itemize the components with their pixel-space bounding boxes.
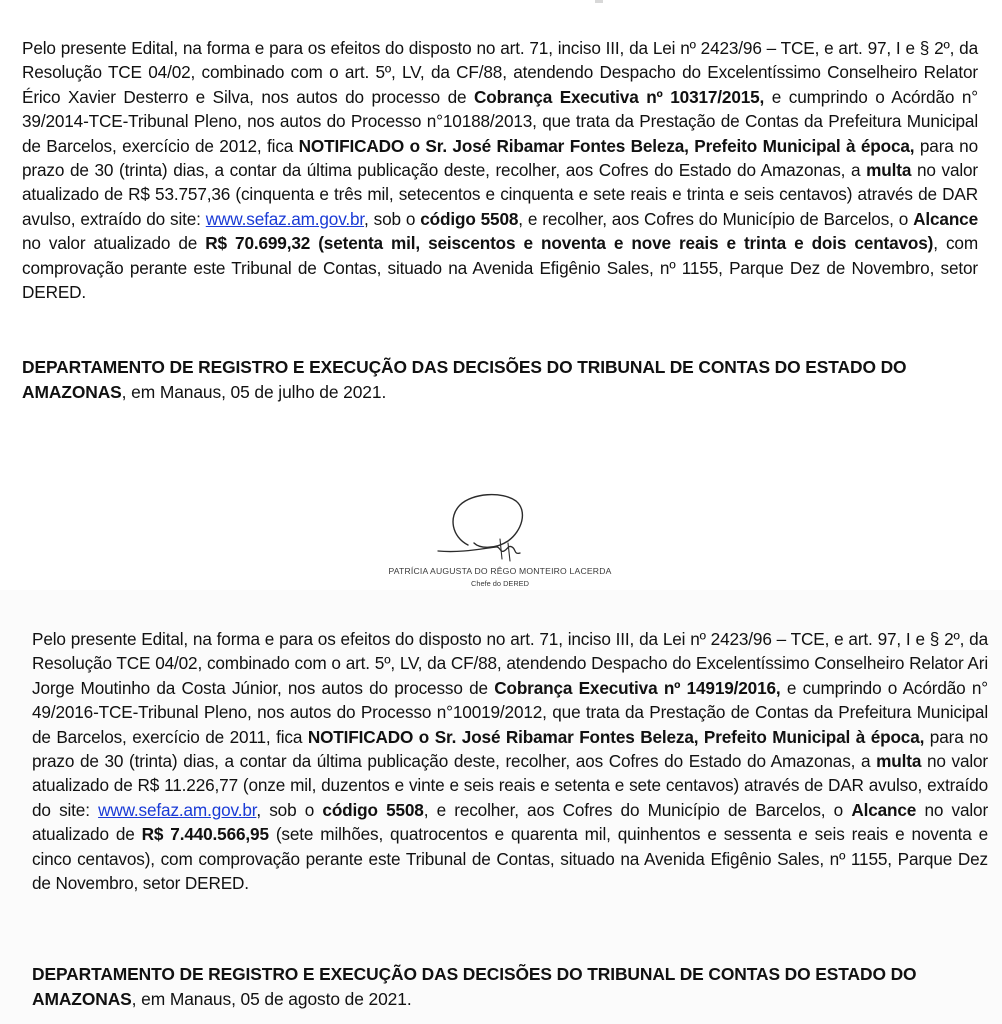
department-signoff-2 [32, 962, 992, 1012]
text-segment: no valor atualizado de [22, 233, 206, 254]
fine-label: multa [876, 751, 922, 772]
text-segment: no valor atualizado de R$ 11.226,77 (onze mil, duzentos e vinte e seis reais e setenta e sete centavos) através de DAR avulso, extraído do site: [32, 751, 988, 820]
department-name: DEPARTAMENTO DE REGISTRO E EXECUÇÃO DAS DECISÕES DO TRIBUNAL DE CONTAS DO ESTADO DO AMAZONAS [32, 964, 917, 1009]
department-signoff-1 [22, 355, 982, 405]
text-segment: no valor atualizado de R$ 53.757,36 (cinquenta e três mil, setecentos e cinquenta e sete reais e trinta e seis centavos) através de DAR avulso, extraído do site: [22, 160, 978, 229]
text-segment: para no prazo de 30 (trinta) dias, a contar da última publicação deste, recolher, aos Cofres do Estado do Amazonas, a [32, 726, 988, 772]
text-segment: , sob o [364, 208, 421, 229]
edital-paragraph-2 [32, 627, 988, 895]
process-number: Cobrança Executiva nº 14919/2016, [494, 677, 781, 698]
payment-code: código 5508 [322, 799, 424, 820]
sefaz-link[interactable]: www.sefaz.am.gov.br [98, 799, 257, 820]
signature-block [300, 487, 700, 597]
payment-code: código 5508 [420, 208, 519, 229]
text-segment: e cumprindo o Acórdão n° 39/2014-TCE-Tribunal Pleno, nos autos do Processo n°10188/2013, que trata da Prestação de Contas da Prefeitura Municipal de Barcelos, exercício de 2012, fica [22, 86, 978, 156]
alcance-amount: R$ 7.440.566,95 [141, 824, 269, 845]
page-edge-mark [595, 0, 603, 3]
signatory-role: Chefe do DERED [471, 579, 529, 588]
sefaz-link[interactable]: www.sefaz.am.gov.br [205, 208, 365, 229]
text-segment: no valor atualizado de [32, 799, 989, 845]
text-segment: , e recolher, aos Cofres do Município de Barcelos, o [423, 799, 852, 820]
notified-person: NOTIFICADO o Sr. José Ribamar Fontes Beleza, Prefeito Municipal à época, [298, 135, 915, 156]
signoff-date: , em Manaus, 05 de agosto de 2021. [131, 989, 412, 1009]
alcance-amount: R$ 70.699,32 (setenta mil, seiscentos e noventa e nove reais e trinta e dois centavos) [205, 233, 934, 254]
handwritten-signature-icon [430, 487, 550, 567]
text-segment: Pelo presente Edital, na forma e para os efeitos do disposto no art. 71, inciso III, da Lei nº 2423/96 – TCE, e art. 97, I e § 2º, da Resolução TCE 04/02, combinado com o art. 5º, LV, da CF/88, atendendo Despacho do Excelentíssimo Conselheiro Relator Érico Xavier Desterro e Silva, nos autos do processo de [22, 38, 978, 107]
fine-label: multa [866, 160, 912, 181]
edital-paragraph-1 [22, 36, 978, 304]
alcance-label: Alcance [851, 799, 917, 820]
text-segment: e cumprindo o Acórdão n° 49/2016-TCE-Tribunal Pleno, nos autos do Processo n°10019/2012, que trata da Prestação de Contas da Prefeitura Municipal de Barcelos, exercício de 2011, fica [32, 677, 988, 747]
signatory-name: PATRÍCIA AUGUSTA DO RÊGO MONTEIRO LACERDA [388, 566, 612, 576]
text-segment: Pelo presente Edital, na forma e para os efeitos do disposto no art. 71, inciso III, da Lei nº 2423/96 – TCE, e art. 97, I e § 2º, da Resolução TCE 04/02, combinado com o art. 5º, LV, da CF/88, atendendo Despacho do Excelentíssimo Conselheiro Relator Ari Jorge Moutinho da Costa Júnior, nos autos do processo de [32, 629, 988, 698]
text-segment: , sob o [256, 799, 323, 820]
department-name: DEPARTAMENTO DE REGISTRO E EXECUÇÃO DAS DECISÕES DO TRIBUNAL DE CONTAS DO ESTADO DO AMAZONAS [22, 357, 907, 402]
text-segment: , com comprovação perante este Tribunal de Contas, situado na Avenida Efigênio Sales, nº 1155, Parque Dez de Novembro, setor DERED. [22, 233, 978, 303]
text-segment: , e recolher, aos Cofres do Município de Barcelos, o [518, 208, 914, 229]
process-number: Cobrança Executiva nº 10317/2015, [474, 86, 765, 107]
document-page-bottom [0, 590, 1002, 1024]
notified-person: NOTIFICADO o Sr. José Ribamar Fontes Beleza, Prefeito Municipal à época, [307, 726, 925, 747]
signoff-date: , em Manaus, 05 de julho de 2021. [121, 382, 387, 402]
text-segment: para no prazo de 30 (trinta) dias, a contar da última publicação deste, recolher, aos Cofres do Estado do Amazonas, a [22, 135, 978, 181]
alcance-label: Alcance [913, 208, 978, 229]
text-segment: (sete milhões, quatrocentos e quarenta mil, quinhentos e sessenta e seis reais e noventa e cinco centavos), com comprovação perante este Tribunal de Contas, situado na Avenida Efigênio Sales, nº 1155, Parque Dez de Novembro, setor DERED. [32, 824, 988, 894]
